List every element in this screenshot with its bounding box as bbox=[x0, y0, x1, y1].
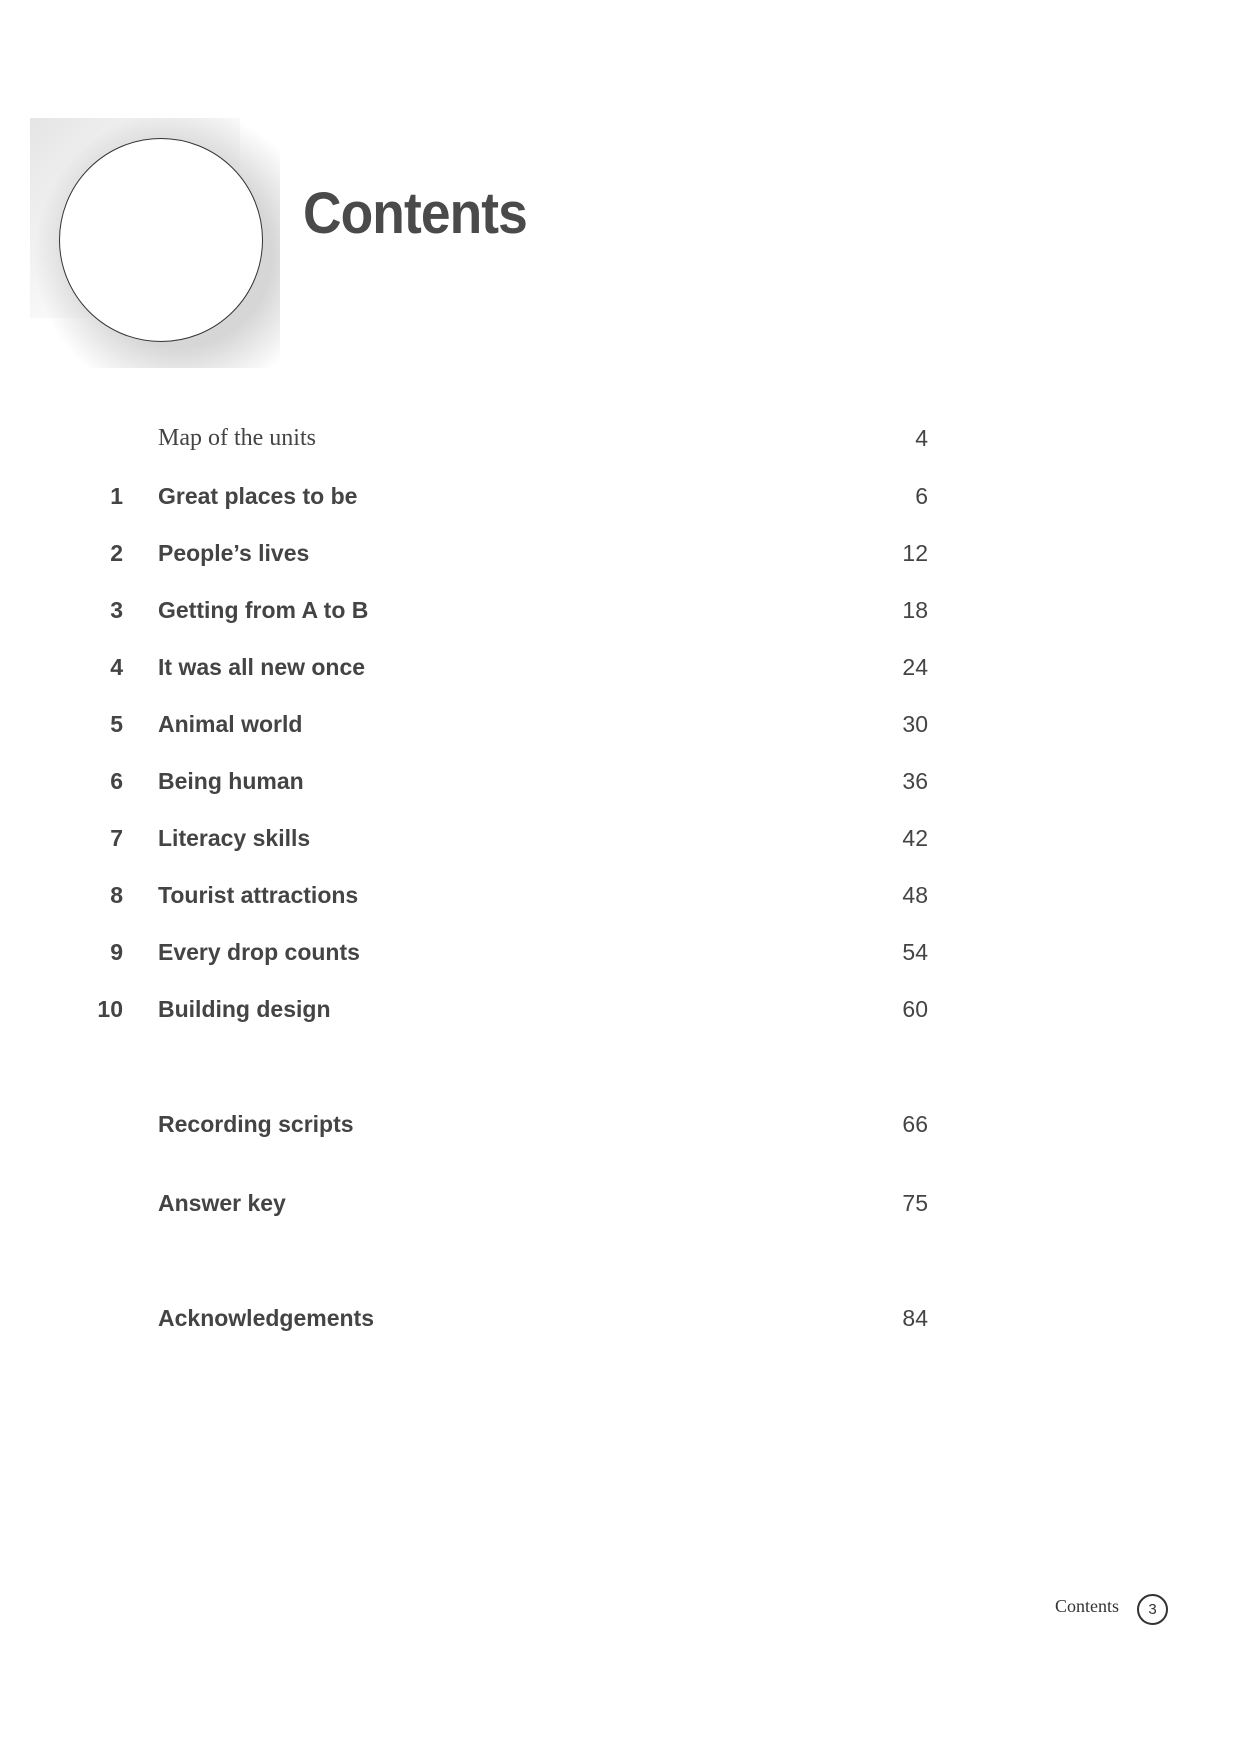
toc-page: 66 bbox=[902, 1111, 928, 1137]
toc-label: People’s lives bbox=[158, 540, 310, 566]
toc-page: 12 bbox=[902, 540, 928, 566]
toc-page: 42 bbox=[902, 825, 928, 851]
toc-label: Building design bbox=[158, 996, 331, 1022]
toc-label: Map of the units bbox=[158, 425, 316, 451]
toc-label: Acknowledgements bbox=[158, 1305, 374, 1331]
decorative-circle bbox=[59, 138, 263, 342]
page-number: 3 bbox=[1137, 1594, 1168, 1625]
toc-label: Answer key bbox=[158, 1190, 286, 1216]
unit-number: 4 bbox=[110, 654, 123, 680]
toc-label: Tourist attractions bbox=[158, 882, 359, 908]
toc-entry[interactable] bbox=[0, 711, 1241, 741]
toc-entry[interactable] bbox=[0, 1190, 1241, 1220]
toc-label: Literacy skills bbox=[158, 825, 311, 851]
toc-label: It was all new once bbox=[158, 654, 366, 680]
toc-page: 75 bbox=[902, 1190, 928, 1216]
unit-number: 10 bbox=[97, 996, 123, 1022]
toc-page: 48 bbox=[902, 882, 928, 908]
toc-entry[interactable] bbox=[0, 882, 1241, 912]
page-title: Contents bbox=[303, 181, 527, 246]
unit-number: 6 bbox=[110, 768, 123, 794]
toc-entry[interactable] bbox=[0, 540, 1241, 570]
toc-entry[interactable] bbox=[0, 996, 1241, 1026]
toc-entry[interactable] bbox=[0, 1305, 1241, 1335]
toc-page: 6 bbox=[915, 483, 928, 509]
toc-page: 4 bbox=[915, 425, 928, 451]
footer-label: Contents bbox=[1055, 1596, 1120, 1616]
unit-number: 3 bbox=[110, 597, 123, 623]
toc-label: Every drop counts bbox=[158, 939, 360, 965]
unit-number: 9 bbox=[110, 939, 123, 965]
unit-number: 7 bbox=[110, 825, 123, 851]
toc-entry[interactable] bbox=[0, 1111, 1241, 1141]
toc-entry[interactable] bbox=[0, 939, 1241, 969]
toc-entry[interactable] bbox=[0, 483, 1241, 513]
toc-label: Being human bbox=[158, 768, 304, 794]
unit-number: 2 bbox=[110, 540, 123, 566]
toc-label: Great places to be bbox=[158, 483, 358, 509]
toc-label: Recording scripts bbox=[158, 1111, 354, 1137]
toc-page: 24 bbox=[902, 654, 928, 680]
toc-page: 60 bbox=[902, 996, 928, 1022]
toc-entry[interactable] bbox=[0, 425, 1241, 455]
toc-entry[interactable] bbox=[0, 768, 1241, 798]
toc-entry[interactable] bbox=[0, 825, 1241, 855]
toc-page: 18 bbox=[902, 597, 928, 623]
unit-number: 5 bbox=[110, 711, 123, 737]
toc-label: Getting from A to B bbox=[158, 597, 369, 623]
toc-page: 54 bbox=[902, 939, 928, 965]
toc-page: 36 bbox=[902, 768, 928, 794]
toc-page: 30 bbox=[902, 711, 928, 737]
toc-label: Animal world bbox=[158, 711, 303, 737]
toc-page: 84 bbox=[902, 1305, 928, 1331]
unit-number: 1 bbox=[110, 483, 123, 509]
toc-entry[interactable] bbox=[0, 654, 1241, 684]
unit-number: 8 bbox=[110, 882, 123, 908]
toc-entry[interactable] bbox=[0, 597, 1241, 627]
